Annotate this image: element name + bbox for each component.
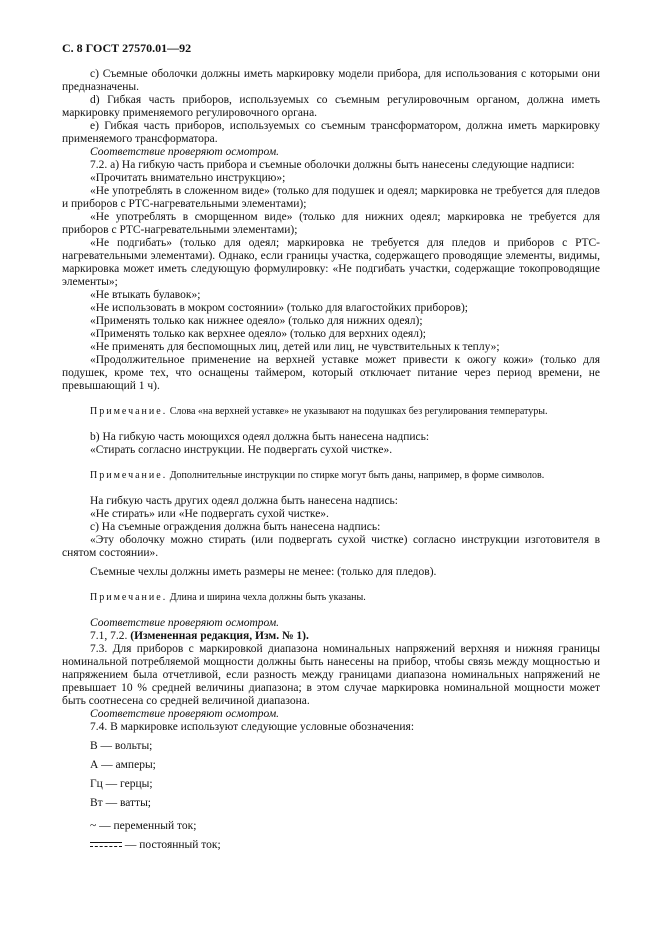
note-1 bbox=[62, 406, 600, 418]
paragraph-7-3: 7.3. Для приборов с маркировкой диапазона номинальных напряжений верхняя и нижняя границы номинальной потребляемой мощности должны быть нанесены на прибор, чтобы связь между мощностью и напряжением была отчетливой, если разность между границами диапазона номинальных напряжений не превышает 10 % средней величины диапазона; в этом случае маркировка номинальной мощности может быть соотнесена со средней величиной диапазона. bbox=[62, 643, 600, 707]
paragraph-c-fence: c) На съемные ограждения должна быть нанесена надпись: bbox=[90, 521, 381, 533]
label-line-9: «Не применять для беспомощных лиц, детей или лиц, не чувствительных к теплу»; bbox=[90, 341, 500, 353]
label-line-8: «Применять только как верхнее одеяло» (только для верхних одеял); bbox=[90, 328, 426, 340]
label-line-7: «Применять только как нижнее одеяло» (только для нижних одеял); bbox=[90, 315, 423, 327]
label-line-1: «Прочитать внимательно инструкцию»; bbox=[90, 172, 286, 184]
note-label: Примечание. bbox=[90, 470, 168, 481]
symbol-amperes: А — амперы; bbox=[90, 759, 156, 771]
symbol-hertz: Гц — герцы; bbox=[90, 778, 153, 790]
page-header: С. 8 ГОСТ 27570.01—92 bbox=[62, 41, 192, 55]
label-line-3: «Не употреблять в сморщенном виде» (только для нижних одеял; маркировка не требуется для приборов с PTC-нагревательными элементами); bbox=[62, 211, 600, 236]
label-line-4: «Не подгибать» (только для одеял; маркировка не требуется для пледов и приборов с PTC-нагревательными элементами). Однако, если границы участка, содержащего проводящие элементы, видимы, маркировка может иметь следующую формулировку: «Не подгибать участки, содержащие токопроводящие элементы»; bbox=[62, 237, 600, 288]
symbol-watts: Вт — ватты; bbox=[90, 797, 152, 809]
dc-label: — постоянный ток; bbox=[124, 839, 221, 851]
paragraph-c-fence-text: «Эту оболочку можно стирать (или подвергать сухой чистке) согласно инструкции изготовителя в снятом состоянии». bbox=[62, 534, 600, 559]
label-line-2: «Не употреблять в сложенном виде» (только для подушек и одеял; маркировка не требуется для пледов и приборов с PTC-нагревательными элементами); bbox=[62, 185, 600, 210]
dc-icon bbox=[90, 841, 122, 849]
paragraph-covers: Съемные чехлы должны иметь размеры не менее: (только для пледов). bbox=[90, 566, 437, 578]
note-label: Примечание. bbox=[90, 406, 168, 417]
note-1-text: Слова «на верхней уставке» не указывают на подушках без регулирования температуры. bbox=[169, 406, 548, 417]
paragraph-7-4: 7.4. В маркировке используют следующие условные обозначения: bbox=[90, 721, 415, 733]
ac-icon: ~ bbox=[90, 820, 97, 832]
paragraph-7-2-a: 7.2. a) На гибкую часть прибора и съемные оболочки должны быть нанесены следующие надписи: bbox=[90, 159, 575, 171]
amendment-number: 7.1, 7.2. bbox=[90, 630, 128, 642]
symbol-ac bbox=[62, 820, 600, 833]
symbol-volts: В — вольты; bbox=[90, 740, 153, 752]
paragraph-other: На гибкую часть других одеял должна быть нанесена надпись: bbox=[90, 495, 398, 507]
paragraph-d-control: d) Гибкая часть приборов, используемых со съемным регулировочным органом, должна иметь маркировку применяемого регулировочного органа. bbox=[62, 94, 600, 119]
note-2 bbox=[62, 470, 600, 482]
note-label: Примечание. bbox=[90, 592, 168, 603]
note-2-text: Дополнительные инструкции по стирке могут быть даны, например, в форме символов. bbox=[169, 470, 545, 481]
paragraph-c-models: c) Съемные оболочки должны иметь маркировку модели прибора, для использования с которыми они предназначены. bbox=[62, 68, 600, 93]
paragraph-other-text: «Не стирать» или «Не подвергать сухой чистке». bbox=[90, 508, 329, 520]
symbol-dc bbox=[62, 839, 600, 852]
compliance-check-1: Соответствие проверяют осмотром. bbox=[90, 146, 280, 158]
document-page bbox=[62, 42, 600, 852]
label-line-6: «Не использовать в мокром состоянии» (только для влагостойких приборов); bbox=[90, 302, 468, 314]
ac-label: — переменный ток; bbox=[99, 820, 197, 832]
compliance-check-3: Соответствие проверяют осмотром. bbox=[90, 708, 280, 720]
paragraph-b-wash: b) На гибкую часть моющихся одеял должна быть нанесена надпись: bbox=[90, 431, 430, 443]
note-3 bbox=[62, 592, 600, 604]
label-line-5: «Не втыкать булавок»; bbox=[90, 289, 201, 301]
label-line-10: «Продолжительное применение на верхней уставке может привести к ожогу кожи» (только для подушек, кроме тех, что оснащены таймером, который отключает питание через период времени, не превышающий 1 ч). bbox=[62, 354, 600, 392]
amendment-line bbox=[62, 630, 600, 643]
paragraph-e-transformer: e) Гибкая часть приборов, используемых со съемным трансформатором, должна иметь маркировку применяемого трансформатора. bbox=[62, 120, 600, 145]
note-3-text: Длина и ширина чехла должны быть указаны. bbox=[169, 592, 366, 603]
compliance-check-2: Соответствие проверяют осмотром. bbox=[90, 617, 280, 629]
amendment-text: (Измененная редакция, Изм. № 1). bbox=[130, 630, 309, 642]
paragraph-b-wash-text: «Стирать согласно инструкции. Не подвергать сухой чистке». bbox=[90, 444, 393, 456]
